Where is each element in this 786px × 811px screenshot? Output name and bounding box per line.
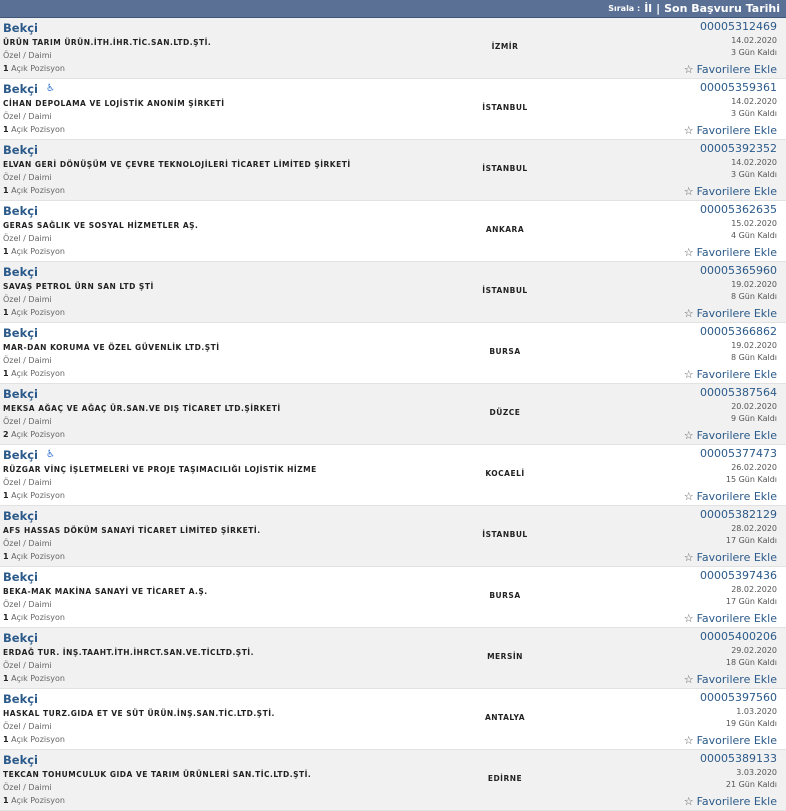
days-left: 3 Gün Kaldı	[730, 48, 777, 57]
listing-meta	[627, 508, 777, 565]
days-left: 17 Gün Kaldı	[725, 536, 777, 545]
open-positions-label: Açık Pozisyon	[11, 186, 65, 195]
job-listing-row	[0, 79, 786, 140]
open-positions-count: 1	[3, 247, 9, 256]
star-icon: ☆	[683, 612, 694, 625]
open-positions	[3, 64, 463, 74]
favorites-label: Favorilere Ekle	[696, 124, 777, 137]
job-title-link[interactable]: Bekçi	[3, 508, 38, 523]
open-positions	[3, 125, 463, 135]
job-title-link[interactable]: Bekçi	[3, 142, 38, 157]
open-positions-count: 2	[3, 430, 9, 439]
open-positions-count: 1	[3, 796, 9, 805]
listing-meta	[627, 569, 777, 626]
ad-number-link[interactable]: 00005362635	[700, 203, 777, 216]
sort-separator: |	[656, 2, 661, 15]
open-positions	[3, 613, 463, 623]
open-positions-count: 1	[3, 552, 9, 561]
open-positions-count: 1	[3, 369, 9, 378]
ad-number-link[interactable]: 00005366862	[700, 325, 777, 338]
ad-number-link[interactable]: 00005397436	[700, 569, 777, 582]
job-listing-row	[0, 384, 786, 445]
job-title-link[interactable]: Bekçi	[3, 20, 38, 35]
job-listing-row	[0, 323, 786, 384]
add-to-favorites-button[interactable]	[684, 673, 777, 686]
open-positions-label: Açık Pozisyon	[11, 491, 65, 500]
ad-number-link[interactable]: 00005387564	[700, 386, 777, 399]
open-positions-label: Açık Pozisyon	[11, 796, 65, 805]
job-type: Özel / Daimi	[3, 356, 52, 365]
add-to-favorites-button[interactable]	[684, 490, 777, 503]
open-positions-label: Açık Pozisyon	[11, 308, 65, 317]
listing-info	[3, 752, 463, 806]
add-to-favorites-button[interactable]	[684, 307, 777, 320]
ad-number-link[interactable]: 00005397560	[700, 691, 777, 704]
job-listing-row	[0, 689, 786, 750]
job-listing-row	[0, 18, 786, 79]
star-icon: ☆	[683, 307, 694, 320]
favorites-label: Favorilere Ekle	[696, 734, 777, 747]
open-positions-count: 1	[3, 125, 9, 134]
listing-info	[3, 81, 463, 135]
favorites-label: Favorilere Ekle	[696, 673, 777, 686]
job-type: Özel / Daimi	[3, 417, 52, 426]
job-title-link[interactable]: Bekçi	[3, 81, 38, 96]
job-type: Özel / Daimi	[3, 661, 52, 670]
listing-info	[3, 264, 463, 318]
job-type: Özel / Daimi	[3, 783, 52, 792]
favorites-label: Favorilere Ekle	[696, 490, 777, 503]
add-to-favorites-button[interactable]	[684, 429, 777, 442]
accessibility-icon: ♿	[45, 83, 55, 94]
job-title-link[interactable]: Bekçi	[3, 752, 38, 767]
star-icon: ☆	[683, 185, 694, 198]
city-name: İSTANBUL	[482, 530, 528, 539]
city-name: İSTANBUL	[482, 286, 528, 295]
sort-header	[0, 0, 786, 18]
job-type: Özel / Daimi	[3, 173, 52, 182]
ad-number-link[interactable]: 00005312469	[700, 20, 777, 33]
job-title-link[interactable]: Bekçi	[3, 325, 38, 340]
city-name: DÜZCE	[489, 408, 521, 417]
open-positions-label: Açık Pozisyon	[11, 247, 65, 256]
add-to-favorites-button[interactable]	[684, 368, 777, 381]
listing-info	[3, 630, 463, 684]
job-title-link[interactable]: Bekçi	[3, 630, 38, 645]
days-left: 15 Gün Kaldı	[725, 475, 777, 484]
star-icon: ☆	[683, 124, 694, 137]
open-positions	[3, 491, 463, 501]
days-left: 4 Gün Kaldı	[730, 231, 777, 240]
listing-info	[3, 20, 463, 74]
deadline-date: 15.02.2020	[731, 219, 777, 228]
open-positions-count: 1	[3, 735, 9, 744]
favorites-label: Favorilere Ekle	[696, 368, 777, 381]
job-title-link[interactable]: Bekçi	[3, 203, 38, 218]
job-type: Özel / Daimi	[3, 51, 52, 60]
deadline-date: 19.02.2020	[731, 280, 777, 289]
favorites-label: Favorilere Ekle	[696, 307, 777, 320]
listing-info	[3, 508, 463, 562]
listing-meta	[627, 752, 777, 809]
company-name: CİHAN DEPOLAMA VE LOJİSTİK ANONİM ŞİRKETİ	[3, 99, 225, 108]
star-icon: ☆	[683, 795, 694, 808]
listing-meta	[627, 630, 777, 687]
deadline-date: 28.02.2020	[731, 524, 777, 533]
job-title-link[interactable]: Bekçi	[3, 264, 38, 279]
accessibility-icon: ♿	[45, 449, 55, 460]
city-name: İSTANBUL	[482, 164, 528, 173]
listing-meta	[627, 691, 777, 748]
ad-number-link[interactable]: 00005400206	[700, 630, 777, 643]
open-positions	[3, 552, 463, 562]
open-positions-label: Açık Pozisyon	[11, 430, 65, 439]
favorites-label: Favorilere Ekle	[696, 185, 777, 198]
deadline-date: 26.02.2020	[731, 463, 777, 472]
ad-number-link[interactable]: 00005389133	[700, 752, 777, 765]
job-type: Özel / Daimi	[3, 295, 52, 304]
ad-number-link[interactable]: 00005359361	[700, 81, 777, 94]
city-name: ANTALYA	[484, 713, 526, 722]
listing-info	[3, 203, 463, 257]
deadline-date: 3.03.2020	[736, 768, 777, 777]
open-positions-count: 1	[3, 613, 9, 622]
job-listing-row	[0, 506, 786, 567]
open-positions-label: Açık Pozisyon	[11, 735, 65, 744]
days-left: 17 Gün Kaldı	[725, 597, 777, 606]
company-name: GERAS SAĞLIK VE SOSYAL HİZMETLER AŞ.	[3, 221, 199, 230]
open-positions-count: 1	[3, 186, 9, 195]
deadline-date: 1.03.2020	[736, 707, 777, 716]
city-name: BURSA	[489, 591, 521, 600]
add-to-favorites-button[interactable]	[684, 612, 777, 625]
add-to-favorites-button[interactable]	[684, 551, 777, 564]
star-icon: ☆	[683, 490, 694, 503]
open-positions	[3, 369, 463, 379]
listing-meta	[627, 447, 777, 504]
listing-info	[3, 691, 463, 745]
job-type: Özel / Daimi	[3, 234, 52, 243]
sort-by-city-link[interactable]: İl	[644, 2, 653, 15]
city-name: MERSİN	[487, 652, 523, 661]
company-name: RÜZGAR VİNÇ İŞLETMELERİ VE PROJE TAŞIMACILIĞI LOJİSTİK HİZME	[3, 465, 317, 474]
days-left: 8 Gün Kaldı	[730, 292, 777, 301]
open-positions	[3, 796, 463, 806]
add-to-favorites-button[interactable]	[684, 63, 777, 76]
sort-by-deadline-link[interactable]: Son Başvuru Tarihi	[664, 2, 780, 15]
ad-number-link[interactable]: 00005382129	[700, 508, 777, 521]
open-positions	[3, 735, 463, 745]
open-positions-label: Açık Pozisyon	[11, 369, 65, 378]
job-listing-row	[0, 445, 786, 506]
job-listing-row	[0, 750, 786, 811]
sort-label: Sırala :	[608, 4, 641, 13]
open-positions-count: 1	[3, 64, 9, 73]
open-positions	[3, 247, 463, 257]
deadline-date: 14.02.2020	[731, 36, 777, 45]
days-left: 9 Gün Kaldı	[730, 414, 777, 423]
days-left: 3 Gün Kaldı	[730, 170, 777, 179]
star-icon: ☆	[683, 368, 694, 381]
listing-meta	[627, 142, 777, 199]
star-icon: ☆	[683, 673, 694, 686]
city-name: KOCAELİ	[485, 469, 525, 478]
listing-meta	[627, 81, 777, 138]
listing-info	[3, 386, 463, 440]
listing-meta	[627, 20, 777, 77]
listing-meta	[627, 203, 777, 260]
deadline-date: 28.02.2020	[731, 585, 777, 594]
listing-info	[3, 447, 463, 501]
job-title-link[interactable]: Bekçi	[3, 386, 38, 401]
star-icon: ☆	[683, 429, 694, 442]
open-positions	[3, 430, 463, 440]
open-positions-count: 1	[3, 674, 9, 683]
days-left: 18 Gün Kaldı	[725, 658, 777, 667]
job-type: Özel / Daimi	[3, 722, 52, 731]
job-type: Özel / Daimi	[3, 112, 52, 121]
ad-number-link[interactable]: 00005377473	[700, 447, 777, 460]
ad-number-link[interactable]: 00005392352	[700, 142, 777, 155]
ad-number-link[interactable]: 00005365960	[700, 264, 777, 277]
listing-meta	[627, 325, 777, 382]
days-left: 8 Gün Kaldı	[730, 353, 777, 362]
job-listing-row	[0, 140, 786, 201]
company-name: BEKA-MAK MAKİNA SANAYİ VE TİCARET A.Ş.	[3, 587, 208, 596]
city-name: İZMİR	[491, 42, 519, 51]
open-positions-label: Açık Pozisyon	[11, 64, 65, 73]
city-name: ANKARA	[485, 225, 525, 234]
deadline-date: 20.02.2020	[731, 402, 777, 411]
star-icon: ☆	[683, 734, 694, 747]
add-to-favorites-button[interactable]	[684, 734, 777, 747]
favorites-label: Favorilere Ekle	[696, 795, 777, 808]
open-positions	[3, 186, 463, 196]
listing-info	[3, 142, 463, 196]
listing-meta	[627, 386, 777, 443]
listing-info	[3, 325, 463, 379]
open-positions-label: Açık Pozisyon	[11, 674, 65, 683]
company-name: HASKAL TURZ.GIDA ET VE SÜT ÜRÜN.İNŞ.SAN.TİC.LTD.ŞTİ.	[3, 709, 275, 718]
days-left: 3 Gün Kaldı	[730, 109, 777, 118]
job-type: Özel / Daimi	[3, 600, 52, 609]
days-left: 19 Gün Kaldı	[725, 719, 777, 728]
open-positions-count: 1	[3, 491, 9, 500]
company-name: MAR-DAN KORUMA VE ÖZEL GÜVENLİK LTD.ŞTİ	[3, 343, 220, 352]
job-type: Özel / Daimi	[3, 539, 52, 548]
days-left: 21 Gün Kaldı	[725, 780, 777, 789]
company-name: AFS HASSAS DÖKÜM SANAYİ TİCARET LİMİTED ŞİRKETİ.	[3, 526, 261, 535]
deadline-date: 19.02.2020	[731, 341, 777, 350]
listing-info	[3, 569, 463, 623]
company-name: TEKCAN TOHUMCULUK GIDA VE TARIM ÜRÜNLERİ SAN.TİC.LTD.ŞTİ.	[3, 770, 312, 779]
favorites-label: Favorilere Ekle	[696, 429, 777, 442]
city-name: EDİRNE	[487, 774, 523, 783]
city-name: İSTANBUL	[482, 103, 528, 112]
open-positions	[3, 308, 463, 318]
open-positions-label: Açık Pozisyon	[11, 125, 65, 134]
job-listing-row	[0, 262, 786, 323]
city-name: BURSA	[489, 347, 521, 356]
company-name: SAVAŞ PETROL ÜRN SAN LTD ŞTİ	[3, 282, 154, 291]
company-name: ELVAN GERİ DÖNÜŞÜM VE ÇEVRE TEKNOLOJİLERİ TİCARET LİMİTED ŞİRKETİ	[3, 160, 351, 169]
job-title-link[interactable]: Bekçi	[3, 691, 38, 706]
star-icon: ☆	[683, 63, 694, 76]
open-positions-label: Açık Pozisyon	[11, 552, 65, 561]
add-to-favorites-button[interactable]	[684, 185, 777, 198]
favorites-label: Favorilere Ekle	[696, 612, 777, 625]
job-title-link[interactable]: Bekçi	[3, 569, 38, 584]
listing-meta	[627, 264, 777, 321]
add-to-favorites-button[interactable]	[684, 795, 777, 808]
company-name: ÜRÜN TARIM ÜRÜN.İTH.İHR.TİC.SAN.LTD.ŞTİ.	[3, 38, 212, 47]
deadline-date: 29.02.2020	[731, 646, 777, 655]
add-to-favorites-button[interactable]	[684, 124, 777, 137]
favorites-label: Favorilere Ekle	[696, 63, 777, 76]
job-listing-list	[0, 18, 786, 811]
star-icon: ☆	[683, 551, 694, 564]
add-to-favorites-button[interactable]	[684, 246, 777, 259]
company-name: ERDAĞ TUR. İNŞ.TAAHT.İTH.İHRCT.SAN.VE.TİCLTD.ŞTİ.	[3, 648, 254, 657]
job-type: Özel / Daimi	[3, 478, 52, 487]
open-positions	[3, 674, 463, 684]
star-icon: ☆	[683, 246, 694, 259]
job-listing-row	[0, 201, 786, 262]
open-positions-count: 1	[3, 308, 9, 317]
company-name: MEKSA AĞAÇ VE AĞAÇ ÜR.SAN.VE DIŞ TİCARET LTD.ŞİRKETİ	[3, 404, 281, 413]
job-title-link[interactable]: Bekçi	[3, 447, 38, 462]
job-listing-row	[0, 567, 786, 628]
deadline-date: 14.02.2020	[731, 158, 777, 167]
favorites-label: Favorilere Ekle	[696, 246, 777, 259]
job-listing-row	[0, 628, 786, 689]
deadline-date: 14.02.2020	[731, 97, 777, 106]
open-positions-label: Açık Pozisyon	[11, 613, 65, 622]
favorites-label: Favorilere Ekle	[696, 551, 777, 564]
